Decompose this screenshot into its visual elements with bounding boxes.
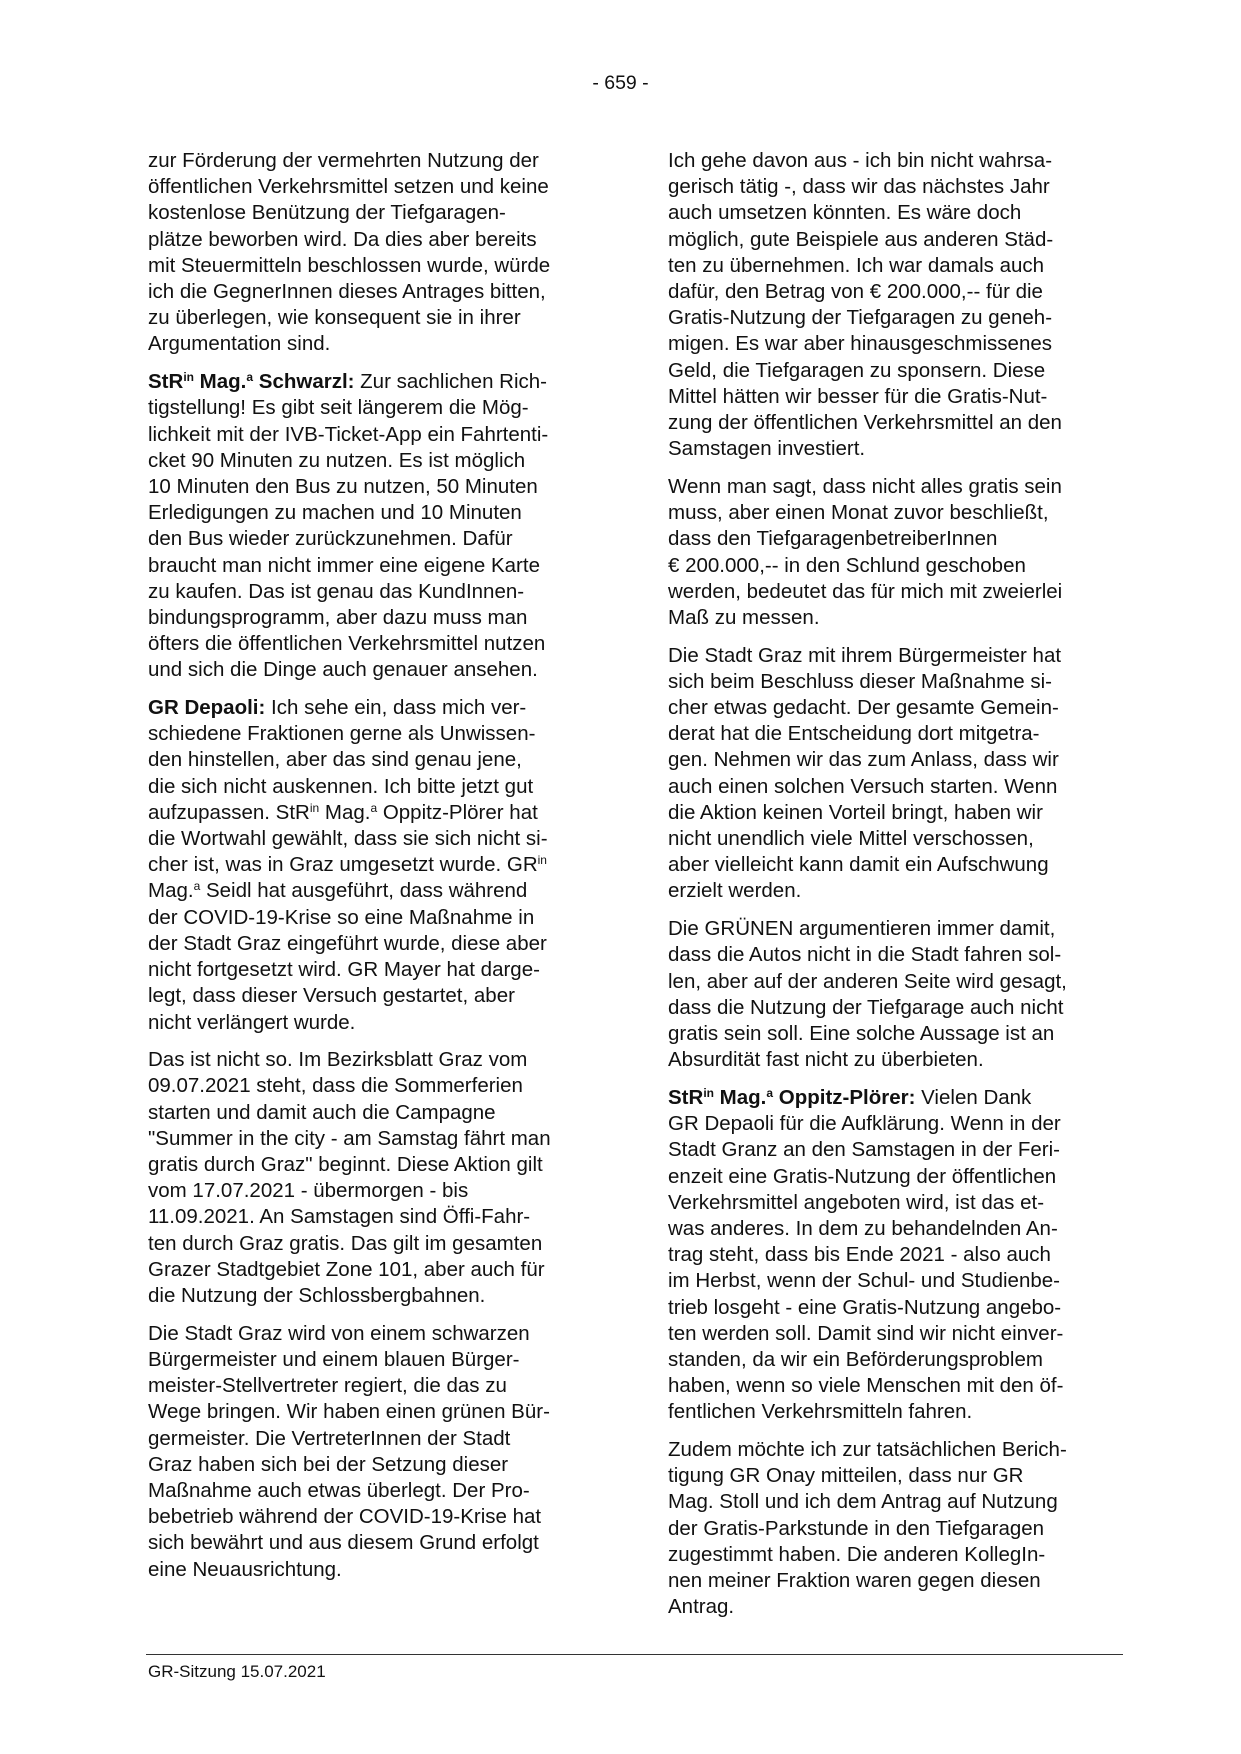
speech-text: Vielen Dank GR Depaoli für die Aufklärung. Wenn in der Stadt Granz an den Samstagen in der Feri- enzeit eine Gratis-Nutzung der öffentlichen Verkehrsmittel angeboten wird, ist das et- was anderes. In dem zu behandelnden An- trag steht, dass bis Ende 2021 - also auch im Herbst, wenn der Schul- und Studienbe- trieb losgeht - eine Gratis-Nutzung angebo- ten werden soll. Damit sind wir nicht einver- standen, da wir ein Beförderungsproblem haben, wenn so viele Menschen mit den öf- fentlichen Verkehrsmitteln fahren. bbox=[668, 1085, 1064, 1424]
paragraph: Wenn man sagt, dass nicht alles gratis sein muss, aber einen Monat zuvor beschließt, dass den TiefgaragenbetreiberInnen € 200.000,-- in den Schlund geschoben werden, bedeutet das für mich mit zweierlei Maß zu messen. bbox=[668, 474, 1063, 629]
page-number: - 659 - bbox=[592, 72, 649, 94]
speech-paragraph bbox=[668, 1085, 1120, 1426]
speech-paragraph bbox=[148, 369, 600, 683]
speech-paragraph bbox=[148, 695, 600, 1036]
paragraph: Das ist nicht so. Im Bezirksblatt Graz vom 09.07.2021 steht, dass die Sommerferien starten und damit auch die Campagne "Summer in the city - am Samstag fährt man gratis durch Graz" beginnt. Diese Aktion gilt vom 17.07.2021 - übermorgen - bis 11.09.2021. An Samstagen sind Öffi-Fahr- ten durch Graz gratis. Das gilt im gesamten Grazer Stadtgebiet Zone 101, aber auch für die Nutzung der Schlossbergbahnen. bbox=[148, 1048, 551, 1308]
paragraph: Die Stadt Graz mit ihrem Bürgermeister hat sich beim Beschluss dieser Maßnahme si- cher etwas gedacht. Der gesamte Gemein- derat hat die Entscheidung dort mitgetra- gen. Nehmen wir das zum Anlass, dass wir auch einen solchen Versuch starten. Wenn die Aktion keinen Vorteil bringt, haben wir nicht unendlich viele Mittel verschossen, aber vielleicht kann damit ein Aufschwung erzielt werden. bbox=[668, 643, 1062, 903]
speech-text: Zur sachlichen Rich- tigstellung! Es gibt seit längerem die Mög- lichkeit mit der IVB-Ticket-App ein Fahrtenti- cket 90 Minuten zu nutzen. Es ist möglich 10 Minuten den Bus zu nutzen, 50 Minuten Erledigungen zu machen und 10 Minuten den Bus wieder zurückzunehmen. Dafür braucht man nicht immer eine eigene Karte zu kaufen. Das ist genau das KundInnen- bindungsprogramm, aber dazu muss man öfters die öffentlichen Verkehrsmittel nutzen und sich die Dinge auch genauer ansehen. bbox=[148, 370, 549, 682]
paragraph: Die Stadt Graz wird von einem schwarzen Bürgermeister und einem blauen Bürger- meister-Stellvertreter regiert, die das zu Wege bringen. Wir haben einen grünen Bür- germeister. Die VertreterInnen der Stadt Graz haben sich bei der Setzung dieser Maßnahme auch etwas überlegt. Der Pro- bebetrieb während der COVID-19-Krise hat sich bewährt und aus diesem Grund erfolgt eine Neuausrichtung. bbox=[148, 1321, 550, 1581]
left-column bbox=[148, 148, 600, 1594]
right-column bbox=[668, 148, 1120, 1632]
paragraph: Die GRÜNEN argumentieren immer damit, dass die Autos nicht in die Stadt fahren sol- len, aber auf der anderen Seite wird gesagt, dass die Nutzung der Tiefgarage auch nicht gratis sein soll. Eine solche Aussage ist an Absurdität fast nicht zu überbieten. bbox=[668, 917, 1067, 1072]
speaker-name: StR$^{in}$ Mag.$^a$ Oppitz-Plörer: bbox=[668, 1085, 916, 1109]
speaker-name: GR Depaoli: bbox=[148, 696, 266, 720]
speaker-name: StR$^{in}$ Mag.$^a$ Schwarzl: bbox=[148, 370, 355, 394]
footer-session-label: GR-Sitzung 15.07.2021 bbox=[148, 1662, 326, 1681]
paragraph: zur Förderung der vermehrten Nutzung der öffentlichen Verkehrsmittel setzen und keine kostenlose Benützung der Tiefgaragen- plätze beworben wird. Da dies aber bereits mit Steuermitteln beschlossen wurde, würde ich die GegnerInnen dieses Antrages bitten, zu überlegen, wie konsequent sie in ihrer Argumentation sind. bbox=[148, 149, 551, 356]
paragraph: Ich gehe davon aus - ich bin nicht wahrsa- gerisch tätig -, dass wir das nächstes Jahr auch umsetzen könnten. Es wäre doch möglich, gute Beispiele aus anderen Städ- ten zu übernehmen. Ich war damals auch dafür, den Betrag von € 200.000,-- für die Gratis-Nutzung der Tiefgaragen zu geneh- migen. Es war aber hinausgeschmissenes Geld, die Tiefgaragen zu sponsern. Diese Mittel hätten wir besser für die Gratis-Nut- zung der öffentlichen Verkehrsmittel an den Samstagen investiert. bbox=[668, 149, 1062, 461]
speech-text: Ich sehe ein, dass mich ver- schiedene Fraktionen gerne als Unwissen- den hinstellen, aber das sind genau jene, die sich nicht auskennen. Ich bitte jetzt gut aufzupassen. StR$^{in}$ Mag.$^a$ Oppitz-Plörer hat die Wortwahl gewählt, dass sie sich nicht si- cher ist, was in Graz umgesetzt wurde. $GR^{in}$ Mag.$^a$ Seidl hat ausgeführt, dass während der COVID-19-Krise so eine Maßnahme in der Stadt Graz eingeführt wurde, diese aber nicht fortgesetzt wird. GR Mayer hat darge- legt, dass dieser Versuch gestartet, aber nicht verlängert wurde. bbox=[148, 696, 548, 1034]
paragraph: Zudem möchte ich zur tatsächlichen Berich- tigung GR Onay mitteilen, dass nur GR Mag. Stoll und ich dem Antrag auf Nutzung der Gratis-Parkstunde in den Tiefgaragen zugestimmt haben. Die anderen KollegIn- nen meiner Fraktion waren gegen diesen Antrag. bbox=[668, 1438, 1067, 1619]
footer-divider bbox=[146, 1654, 1123, 1655]
